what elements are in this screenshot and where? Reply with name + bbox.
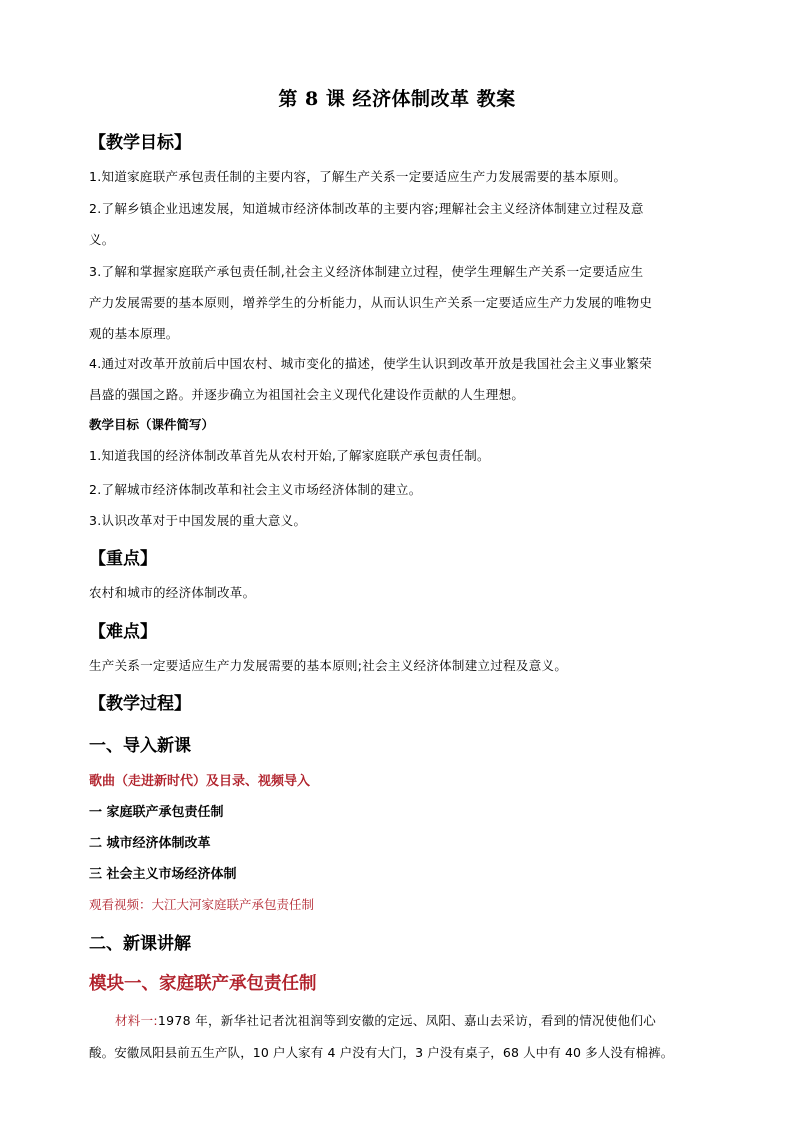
goal-1: 1.知道家庭联产承包责任制的主要内容，了解生产关系一定要适应生产力发展需要的基本原则。 (89, 169, 627, 184)
material-1-text: 1978 年，新华社记者沈祖润等到安徽的定远、凤阳、嘉山去采访，看到的情况使他们心 (157, 1013, 657, 1028)
goals-heading: 【教学目标】 (89, 133, 191, 153)
intro-heading: 一、导入新课 (89, 736, 191, 756)
goal-2-line-2: 义。 (89, 232, 115, 247)
difficulty-text: 生产关系一定要适应生产力发展需要的基本原则;社会主义经济体制建立过程及意义。 (89, 658, 568, 673)
goal-3-line-2: 产力发展需要的基本原则，增养学生的分析能力，从而认识生产关系一定要适应生产力发展的唯物史 (89, 295, 653, 310)
brief-goal-1: 1.知道我国的经济体制改革首先从农村开始,了解家庭联产承包责任制。 (89, 448, 490, 463)
material-1-line-1 (115, 1011, 709, 1029)
material-1-line-2: 酸。安徽凤阳县前五生产队，10 户人家有 4 户没有大门，3 户没有桌子，68 人中有 40 多人没有棉裤。 (89, 1045, 674, 1060)
brief-goal-3: 3.认识改革对于中国发展的重大意义。 (89, 513, 307, 528)
goal-4-line-2: 昌盛的强国之路。并逐步确立为祖国社会主义现代化建设作贡献的人生理想。 (89, 387, 525, 402)
process-heading: 【教学过程】 (89, 694, 191, 714)
goal-4-line-1: 4.通过对改革开放前后中国农村、城市变化的描述，使学生认识到改革开放是我国社会主义事业繁荣 (89, 356, 652, 371)
material-1-label: 材料一: (115, 1013, 158, 1028)
brief-goals-heading: 教学目标（课件简写） (89, 417, 215, 432)
toc-item-2: 二 城市经济体制改革 (89, 836, 211, 851)
module-1-heading: 模块一、家庭联产承包责任制 (89, 974, 317, 994)
goal-2-line-1: 2.了解乡镇企业迅速发展，知道城市经济体制改革的主要内容;理解社会主义经济体制建立过程及意 (89, 201, 644, 216)
intro-song-note: 歌曲（走进新时代）及目录、视频导入 (89, 774, 311, 789)
video-note: 观看视频：大江大河家庭联产承包责任制 (89, 897, 315, 912)
new-lesson-heading: 二、新课讲解 (89, 934, 191, 954)
key-points-text: 农村和城市的经济体制改革。 (89, 585, 256, 600)
page-title: 第 8 课 经济体制改革 教案 (278, 88, 516, 110)
brief-goal-2: 2.了解城市经济体制改革和社会主义市场经济体制的建立。 (89, 482, 422, 497)
toc-item-3: 三 社会主义市场经济体制 (89, 867, 237, 882)
goal-3-line-3: 观的基本原理。 (89, 326, 179, 341)
goal-3-line-1: 3.了解和掌握家庭联产承包责任制,社会主义经济体制建立过程，使学生理解生产关系一定要适应生 (89, 264, 644, 279)
difficulty-heading: 【难点】 (89, 622, 157, 642)
key-points-heading: 【重点】 (89, 549, 157, 569)
toc-item-1: 一 家庭联产承包责任制 (89, 805, 224, 820)
